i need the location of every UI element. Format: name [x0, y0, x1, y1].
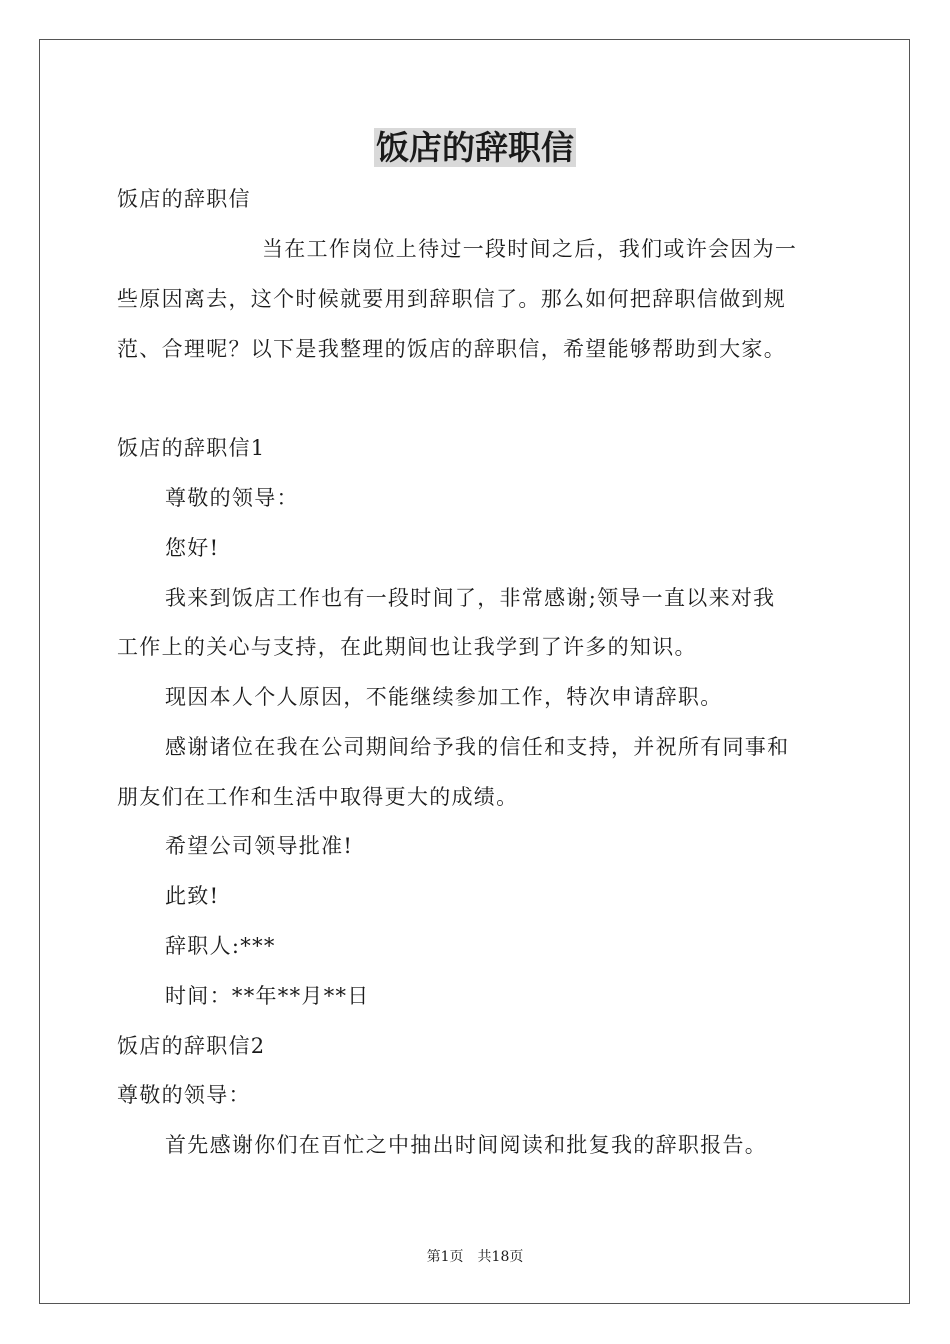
section-heading-1: 饭店的辞职信1: [117, 436, 266, 460]
body-line: 感谢诸位在我在公司期间给予我的信任和支持，并祝所有同事和: [165, 735, 790, 759]
intro-line-1: 当在工作岗位上待过一段时间之后，我们或许会因为一: [262, 237, 798, 261]
signer-line: 辞职人:***: [165, 934, 276, 958]
intro-line-2: 些原因离去，这个时候就要用到辞职信了。那么如何把辞职信做到规: [117, 287, 786, 311]
section-heading-2: 饭店的辞职信2: [117, 1034, 266, 1058]
intro-line-3: 范、合理呢？以下是我整理的饭店的辞职信，希望能够帮助到大家。: [117, 337, 786, 361]
closing-line: 此致!: [165, 884, 220, 908]
page-total: 共18页: [477, 1249, 524, 1265]
body-line: 朋友们在工作和生活中取得更大的成绩。: [117, 785, 519, 809]
salutation-1: 尊敬的领导：: [165, 486, 299, 510]
body-line: 我来到饭店工作也有一段时间了，非常感谢;领导一直以来对我: [165, 586, 776, 610]
page-number: 第1页: [426, 1249, 464, 1265]
subtitle-line: 饭店的辞职信: [117, 187, 251, 211]
body-line: 首先感谢你们在百忙之中抽出时间阅读和批复我的辞职报告。: [165, 1133, 768, 1157]
body-line: 现因本人个人原因，不能继续参加工作，特次申请辞职。: [165, 685, 723, 709]
body-line: 工作上的关心与支持，在此期间也让我学到了许多的知识。: [117, 635, 697, 659]
page-border: [39, 39, 910, 1304]
greeting: 您好!: [165, 536, 220, 560]
date-line: 时间：**年**月**日: [165, 984, 370, 1008]
page-footer: [0, 1247, 950, 1267]
body-line: 希望公司领导批准!: [165, 834, 354, 858]
salutation-2: 尊敬的领导：: [117, 1083, 251, 1107]
document-title: 饭店的辞职信: [376, 128, 574, 167]
